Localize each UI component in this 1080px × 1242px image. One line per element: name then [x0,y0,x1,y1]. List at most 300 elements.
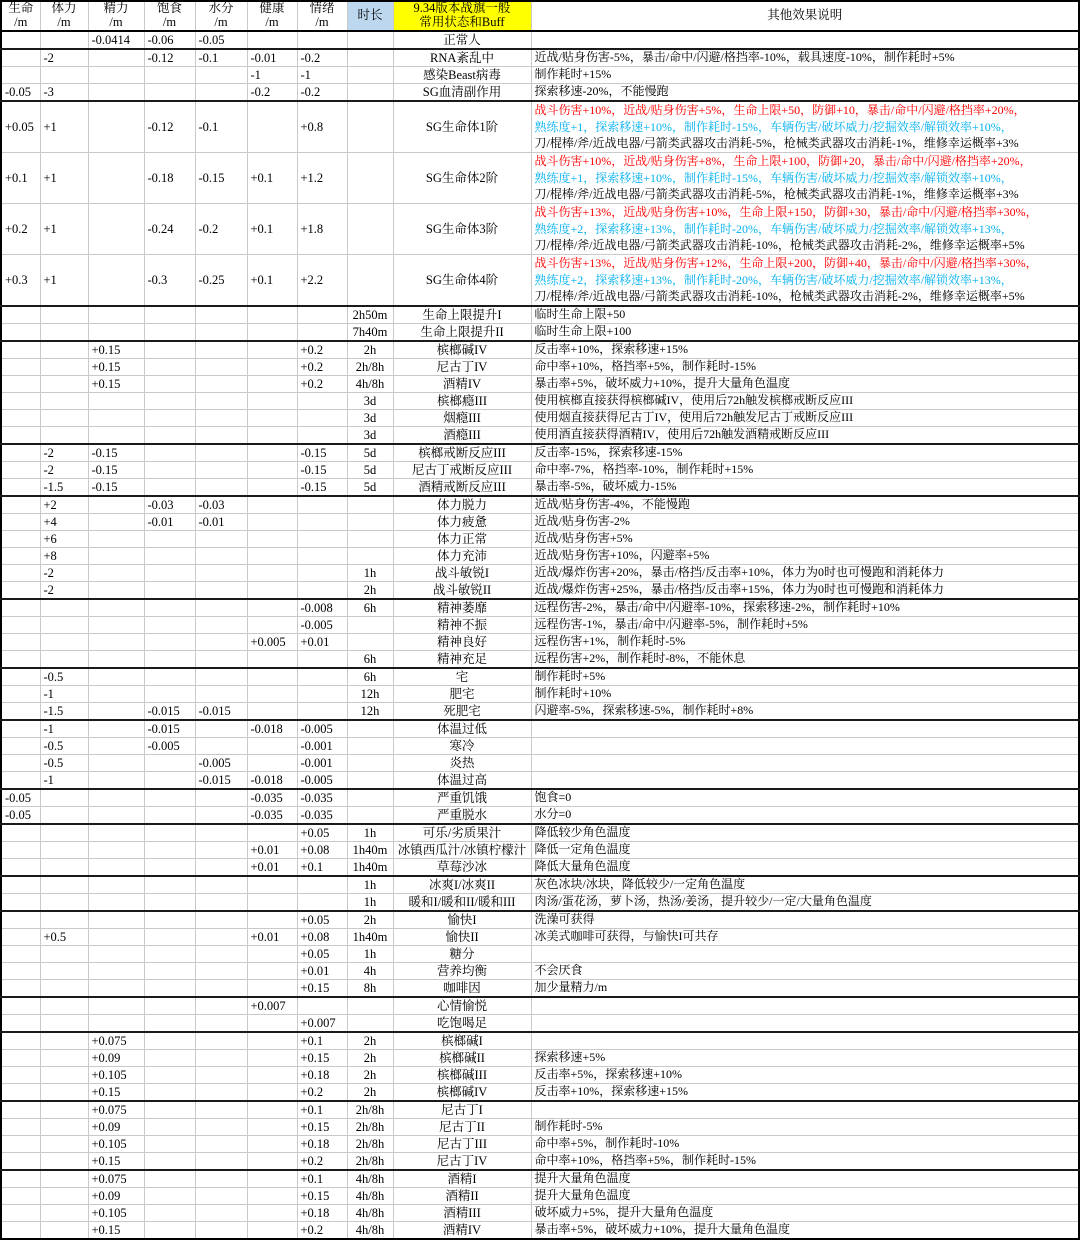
table-row [1,444,1079,462]
stat-cell [1,306,40,324]
effect-cell: 水分=0 [531,807,1079,825]
stat-cell [195,1050,247,1067]
table-row [1,204,1079,255]
stat-cell [297,668,347,686]
stat-cell [40,911,88,929]
stat-cell [195,859,247,877]
duration-cell: 1h [347,876,393,894]
effect-cell: 近战/贴身伤害-2% [531,514,1079,531]
buff-name-cell: 冰爽I/冰爽II [393,876,531,894]
stat-cell [144,1067,195,1084]
stat-cell [195,599,247,617]
stat-cell: +0.05 [297,911,347,929]
buff-name-cell: 愉快I [393,911,531,929]
table-row [1,479,1079,497]
stat-cell [40,599,88,617]
stat-cell [247,1136,297,1153]
stat-cell [195,582,247,600]
stat-cell [1,1101,40,1119]
stat-cell [88,772,144,790]
stat-cell [1,514,40,531]
stat-cell [88,686,144,703]
table-row [1,514,1079,531]
stat-cell [247,582,297,600]
effect-cell: 探索移速-20%，不能慢跑 [531,84,1079,102]
stat-cell [195,686,247,703]
duration-cell [347,772,393,790]
table-row [1,789,1079,807]
duration-cell [347,807,393,825]
stat-cell [144,599,195,617]
stat-cell: +0.2 [297,376,347,393]
buff-name-cell: 酒精III [393,1205,531,1222]
stat-cell [247,1119,297,1136]
col-header-life: 生命 /m [1,1,40,31]
stat-cell: +0.005 [247,634,297,651]
stat-cell [88,153,144,204]
stat-cell [144,548,195,565]
stat-cell [247,703,297,721]
stat-cell [1,997,40,1015]
effect-cell: 临时生命上限+50 [531,306,1079,324]
table-row [1,997,1079,1015]
effect-line: 战斗伤害+13%，近战/贴身伤害+10%，生命上限+150，防御+30，暴击/命中/闪避/格挡率+30%， [534,205,1038,220]
duration-cell [347,204,393,255]
stat-cell [1,720,40,738]
duration-cell: 4h/8h [347,1170,393,1188]
stat-cell [144,824,195,842]
stat-cell [144,393,195,410]
stat-cell: -0.15 [88,444,144,462]
effect-cell: 使用烟直接获得尼古丁IV，使用后72h触发尼古丁戒断反应III [531,410,1079,427]
stat-cell [88,204,144,255]
stat-cell [195,824,247,842]
stat-cell [144,410,195,427]
stat-cell [247,341,297,359]
stat-cell: +0.05 [297,946,347,963]
effect-line: 熟练度+2，探索移速+13%，制作耗时-20%，车辆伤害/破坏威力/挖掘效率/解锁效率+13%， [534,272,1013,287]
stat-cell [88,255,144,307]
stat-cell [40,876,88,894]
duration-cell: 2h50m [347,306,393,324]
buff-name-cell: 冰镇西瓜汁/冰镇柠檬汁 [393,842,531,859]
stat-cell [247,462,297,479]
stat-cell [247,1032,297,1050]
buff-name-cell: 心情愉悦 [393,997,531,1015]
stat-cell: -1 [40,686,88,703]
stat-cell [88,617,144,634]
stat-cell [1,599,40,617]
duration-cell: 5d [347,462,393,479]
stat-cell [1,651,40,669]
stat-cell [297,894,347,912]
stat-cell [88,668,144,686]
table-row [1,911,1079,929]
duration-cell [347,255,393,307]
buff-name-cell: 死肥宅 [393,703,531,721]
table-row [1,255,1079,307]
stat-cell [195,444,247,462]
duration-cell [347,67,393,84]
stat-cell [195,1084,247,1102]
stat-cell: -0.2 [297,84,347,102]
col-header-buff-name: 9.34版本战旗一般 常用状态和Buff [393,1,531,31]
stat-cell [297,393,347,410]
stat-cell [144,876,195,894]
duration-cell: 12h [347,686,393,703]
duration-cell: 12h [347,703,393,721]
stat-cell: +0.15 [88,1222,144,1240]
effect-cell [531,1101,1079,1119]
stat-cell: +0.09 [88,1188,144,1205]
stat-cell: +0.15 [297,1188,347,1205]
effect-cell: 反击率+5%，探索移速+10% [531,1067,1079,1084]
stat-cell [144,1015,195,1033]
stat-cell [195,1222,247,1240]
stat-cell [195,67,247,84]
stat-cell [195,324,247,342]
buff-name-cell: 寒冷 [393,738,531,755]
stat-cell: +0.2 [1,204,40,255]
duration-cell: 1h [347,946,393,963]
stat-cell [195,1170,247,1188]
stat-cell [195,462,247,479]
stat-cell: -2 [40,444,88,462]
stat-cell: -0.01 [247,49,297,67]
effect-cell [531,1015,1079,1033]
effect-cell [531,946,1079,963]
stat-cell [297,31,347,49]
buff-name-cell: 宅 [393,668,531,686]
stat-cell [144,341,195,359]
stat-cell [144,617,195,634]
effect-cell [531,772,1079,790]
buff-name-cell: 尼古丁IV [393,359,531,376]
stat-cell [144,1050,195,1067]
stat-cell: +0.2 [297,359,347,376]
stat-cell [88,582,144,600]
buff-name-cell: 糖分 [393,946,531,963]
stat-cell: -2 [40,582,88,600]
duration-cell: 2h [347,1084,393,1102]
stat-cell [1,341,40,359]
stat-cell [88,738,144,755]
stat-cell: +0.09 [88,1119,144,1136]
stat-cell: -0.15 [88,462,144,479]
stat-cell [144,1170,195,1188]
stat-cell: -0.01 [144,514,195,531]
duration-cell [347,153,393,204]
effect-cell: 制作耗时+5% [531,668,1079,686]
duration-cell: 1h [347,894,393,912]
stat-cell: +0.2 [297,1222,347,1240]
stat-cell: -0.1 [195,101,247,153]
stat-cell [1,582,40,600]
stat-cell [88,306,144,324]
stat-cell [40,859,88,877]
stat-cell: +0.08 [297,929,347,946]
duration-cell [347,84,393,102]
table-row [1,31,1079,49]
stat-cell: +0.1 [247,255,297,307]
stat-cell [144,84,195,102]
stat-cell: +0.05 [1,101,40,153]
header-row [1,1,1079,31]
stat-cell [40,359,88,376]
table-row [1,462,1079,479]
effect-cell: 远程伤害-2%，暴击/命中/闪避率-10%，探索移速-2%，制作耗时+10% [531,599,1079,617]
duration-cell [347,617,393,634]
stat-cell: +0.2 [297,341,347,359]
stat-cell: +0.15 [88,1084,144,1102]
buff-name-cell: 精神萎靡 [393,599,531,617]
stat-cell [1,1032,40,1050]
effect-cell [531,31,1079,49]
stat-cell [40,997,88,1015]
stat-cell [247,1222,297,1240]
stat-cell [195,1205,247,1222]
stat-cell [195,929,247,946]
stat-cell: -0.5 [40,738,88,755]
table-row [1,599,1079,617]
stat-cell [247,1015,297,1033]
stat-cell: -0.001 [297,738,347,755]
stat-cell [88,963,144,980]
stat-cell: -0.15 [297,444,347,462]
stat-cell [144,1119,195,1136]
stat-cell [144,634,195,651]
stat-cell [144,755,195,772]
table-row [1,153,1079,204]
stat-cell [1,1050,40,1067]
stat-cell [195,341,247,359]
stat-cell [88,824,144,842]
table-row [1,772,1079,790]
table-row [1,376,1079,393]
stat-cell [40,376,88,393]
effect-cell: 近战/贴身伤害+5% [531,531,1079,548]
effect-cell: 近战/爆炸伤害+20%，暴击/格挡/反击率+10%，体力为0时也可慢跑和消耗体力 [531,565,1079,582]
effect-cell: 探索移速+5% [531,1050,1079,1067]
table-row [1,1015,1079,1033]
buff-name-cell: 体力正常 [393,531,531,548]
duration-cell: 1h40m [347,929,393,946]
duration-cell: 2h [347,1067,393,1084]
col-header-stamina: 体力 /m [40,1,88,31]
effect-cell: 命中率-7%，格挡率-10%，制作耗时+15% [531,462,1079,479]
effect-cell [531,153,1079,204]
duration-cell: 8h [347,980,393,998]
stat-cell [1,1084,40,1102]
duration-cell: 6h [347,651,393,669]
buff-name-cell: 肥宅 [393,686,531,703]
effect-cell: 冰美式咖啡可获得，与愉快I可共存 [531,929,1079,946]
stat-cell [247,514,297,531]
effect-cell: 使用槟榔直接获得槟榔碱IV，使用后72h触发槟榔戒断反应III [531,393,1079,410]
duration-cell: 2h [347,582,393,600]
stat-cell: -0.06 [144,31,195,49]
buff-name-cell: 尼古丁III [393,1136,531,1153]
stat-cell [88,651,144,669]
stat-cell: +0.1 [247,204,297,255]
buff-name-cell: 酒精I [393,1170,531,1188]
stat-cell [1,755,40,772]
effect-cell: 不会厌食 [531,963,1079,980]
table-row [1,410,1079,427]
stat-cell [144,1136,195,1153]
effect-cell: 灰色冰块/冰块，降低较少/一定角色温度 [531,876,1079,894]
stat-cell [88,548,144,565]
effect-cell: 暴击率-5%，破坏威力-15% [531,479,1079,497]
buff-name-cell: 咖啡因 [393,980,531,998]
stat-cell [40,617,88,634]
stat-cell [144,1222,195,1240]
stat-cell [88,514,144,531]
stat-cell [247,911,297,929]
stat-cell [195,1067,247,1084]
stat-cell [195,548,247,565]
duration-cell [347,31,393,49]
stat-cell [40,1101,88,1119]
stat-cell: +0.01 [247,859,297,877]
effect-line: 战斗伤害+10%，近战/贴身伤害+5%，生命上限+50，防御+10，暴击/命中/闪避/格挡率+20%， [534,103,1026,118]
stat-cell [88,980,144,998]
effect-line: 刀/棍棒/斧/近战电器/弓箭类武器攻击消耗-10%，枪械类武器攻击消耗-2%，维修幸运概率+5% [534,238,1025,253]
stat-cell [144,946,195,963]
buff-name-cell: 愉快II [393,929,531,946]
stat-cell [247,410,297,427]
table-row [1,1170,1079,1188]
stat-cell: -1 [40,772,88,790]
stat-cell: +0.15 [88,341,144,359]
table-row [1,859,1079,877]
stat-cell: -0.18 [144,153,195,204]
stat-cell: +0.075 [88,1170,144,1188]
stat-cell [144,1188,195,1205]
stat-cell: +0.1 [297,859,347,877]
effect-cell [531,255,1079,307]
stat-cell: +2 [40,496,88,514]
buff-name-cell: 尼古丁I [393,1101,531,1119]
stat-cell [1,703,40,721]
stat-cell: -0.3 [144,255,195,307]
stat-cell [144,842,195,859]
table-row [1,49,1079,67]
stat-cell: +0.5 [40,929,88,946]
stat-cell [195,565,247,582]
stat-cell [88,410,144,427]
stat-cell: -0.15 [195,153,247,204]
stat-cell [1,859,40,877]
stat-cell [297,324,347,342]
effect-cell: 闪避率-5%，探索移速-5%，制作耗时+8% [531,703,1079,721]
effect-cell [531,997,1079,1015]
duration-cell: 4h/8h [347,1222,393,1240]
stat-cell [40,1136,88,1153]
table-row [1,84,1079,102]
stat-cell [1,393,40,410]
effect-line: 刀/棍棒/斧/近战电器/弓箭类武器攻击消耗-10%，枪械类武器攻击消耗-2%，维修幸运概率+5% [534,289,1025,304]
stat-cell [1,772,40,790]
effect-line: 熟练度+1，探索移速+10%，制作耗时-15%，车辆伤害/破坏威力/挖掘效率/解锁效率+10%， [534,119,1013,134]
table-row [1,306,1079,324]
stat-cell [1,427,40,445]
effect-cell: 降低大量角色温度 [531,859,1079,877]
effect-line: 熟练度+1，探索移速+10%，制作耗时-15%，车辆伤害/破坏威力/挖掘效率/解锁效率+10%， [534,170,1013,185]
stat-cell [1,894,40,912]
table-row [1,359,1079,376]
stat-cell: +0.3 [1,255,40,307]
stat-cell [297,582,347,600]
duration-cell: 2h [347,341,393,359]
stat-cell [195,789,247,807]
effect-cell [531,738,1079,755]
table-row [1,393,1079,410]
buff-name-cell: SG生命体4阶 [393,255,531,307]
buff-name-cell: 体力疲惫 [393,514,531,531]
duration-cell: 2h [347,911,393,929]
stat-cell [297,651,347,669]
stat-cell: +0.2 [297,1153,347,1171]
stat-cell [40,1188,88,1205]
stat-cell [247,479,297,497]
buff-name-cell: 槟榔碱III [393,1067,531,1084]
stat-cell [40,1084,88,1102]
stat-cell: +0.075 [88,1032,144,1050]
table-row [1,1153,1079,1171]
table-row [1,324,1079,342]
stat-cell [88,565,144,582]
stat-cell: -0.005 [144,738,195,755]
stat-cell [297,427,347,445]
buff-name-cell: 精神良好 [393,634,531,651]
effect-cell: 近战/贴身伤害-5%，暴击/命中/闪避/格挡率-10%，载具速度-10%，制作耗时+5% [531,49,1079,67]
effect-cell: 制作耗时+15% [531,67,1079,84]
stat-cell [1,1222,40,1240]
buff-name-cell: 严重脱水 [393,807,531,825]
stat-cell: +0.1 [1,153,40,204]
stat-cell: -0.05 [195,31,247,49]
stat-cell: -0.15 [297,462,347,479]
effect-cell: 命中率+10%，格挡率+5%，制作耗时-15% [531,1153,1079,1171]
stat-cell [144,980,195,998]
stat-cell [88,842,144,859]
stat-cell [195,738,247,755]
stat-cell [144,324,195,342]
buff-name-cell: RNA紊乱中 [393,49,531,67]
stat-cell [40,980,88,998]
effect-cell: 饱食=0 [531,789,1079,807]
effect-cell: 降低较少角色温度 [531,824,1079,842]
stat-cell [247,393,297,410]
stat-cell [1,738,40,755]
stat-cell [88,599,144,617]
effect-cell: 降低一定角色温度 [531,842,1079,859]
stat-cell [144,1084,195,1102]
stat-cell [144,1205,195,1222]
stat-cell [195,531,247,548]
stat-cell: -0.005 [195,755,247,772]
stat-cell [195,876,247,894]
table-row [1,929,1079,946]
table-row [1,548,1079,565]
table-row [1,634,1079,651]
stat-cell: +0.1 [247,153,297,204]
stat-cell: +8 [40,548,88,565]
stat-cell [247,686,297,703]
stat-cell: -0.015 [195,772,247,790]
effect-cell: 洗澡可获得 [531,911,1079,929]
